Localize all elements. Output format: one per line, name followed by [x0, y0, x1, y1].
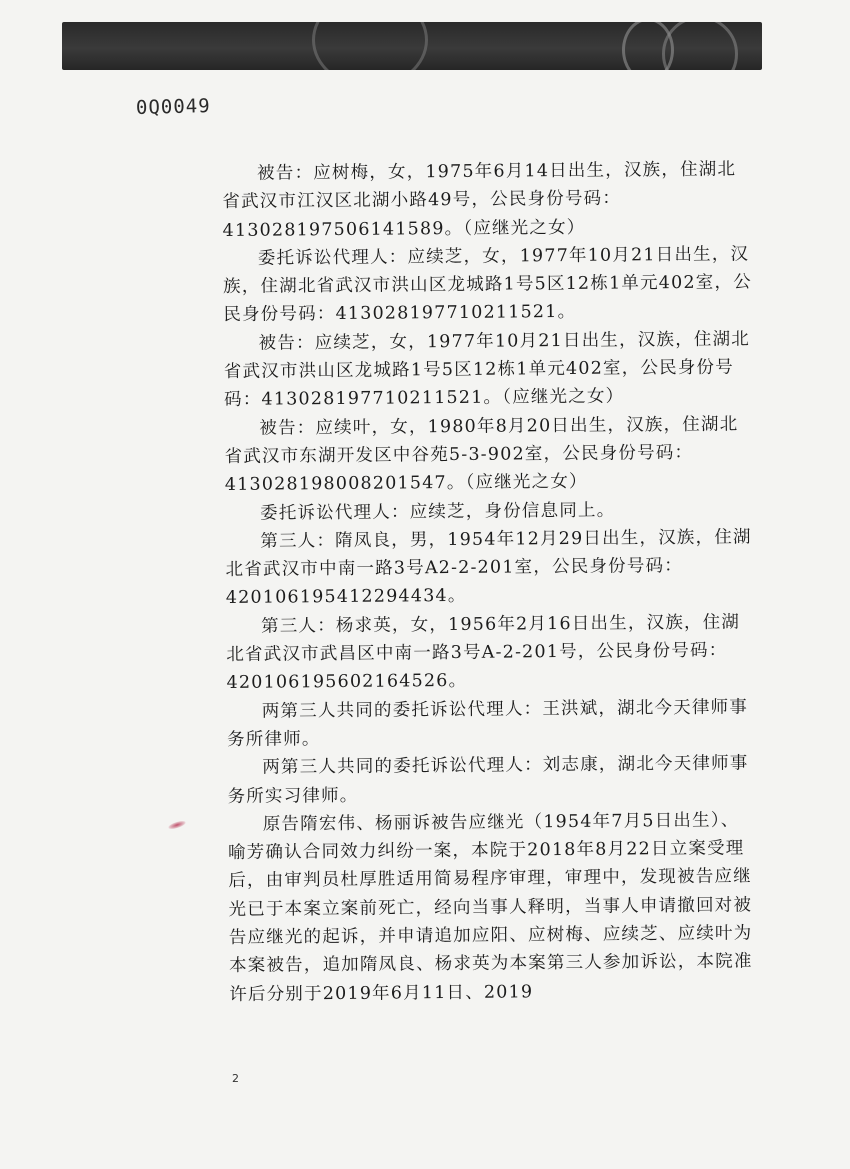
- watermark-arc: [312, 22, 428, 70]
- document-serial-number: 0Q0049: [135, 95, 211, 119]
- party-paragraph: 委托诉讼代理人：应续芝，身份信息同上。: [259, 500, 616, 524]
- party-paragraph: 两第三人共同的委托诉讼代理人：刘志康，湖北今天律师事务所实习律师。: [227, 753, 749, 807]
- page-number: 2: [232, 1072, 239, 1085]
- party-paragraph: 被告：应续叶，女，1980年8月20日出生，汉族，住湖北省武汉市东湖开发区中谷苑5-3-902室，公民身份号码：413028198008201547。（应继光之女）: [224, 414, 739, 496]
- case-summary-paragraph: 原告隋宏伟、杨丽诉被告应继光（1954年7月5日出生）、喻芳确认合同效力纠纷一案，本院于2018年8月22日立案受理后，由审判员杜厚胜适用简易程序审理，审理中，发现被告应继光已于本案立案前死亡，经向当事人释明，当事人申请撤回对被告应继光的起诉，并申请追加应阳、应树梅、应续芝、应续叶为本案被告，追加隋凤良、杨求英为本案第三人参加诉讼，本院准许后分别于2019年6月11日、2019: [227, 810, 753, 1005]
- party-paragraph: 被告：应树梅，女，1975年6月14日出生，汉族，住湖北省武汉市江汉区北湖小路49号，公民身份号码：413028197506141589。（应继光之女）: [222, 159, 737, 241]
- party-paragraph: 两第三人共同的委托诉讼代理人：王洪斌，湖北今天律师事务所律师。: [226, 697, 749, 750]
- party-paragraph: 第三人：杨求英，女，1956年2月16日出生，汉族，住湖北省武汉市武昌区中南一路3号A-2-201号，公民身份号码：420106195602164526。: [226, 612, 741, 694]
- watermark-arc: [662, 22, 738, 70]
- scan-header-band: [62, 22, 762, 70]
- party-paragraph: 被告：应续芝，女，1977年10月21日出生，汉族，住湖北省武汉市洪山区龙城路1号5区12栋1单元402室，公民身份号码：413028197710211521。（应继光之女）: [223, 329, 751, 411]
- party-paragraph: 第三人：隋凤良，男，1954年12月29日出生，汉族，住湖北省武汉市中南一路3号A2-2-201室，公民身份号码：420106195412294434。: [225, 527, 752, 609]
- party-paragraph: 委托诉讼代理人：应续芝，女，1977年10月21日出生，汉族，住湖北省武汉市洪山区龙城路1号5区12栋1单元402室，公民身份号码：413028197710211521。: [223, 244, 752, 326]
- document-body: [222, 155, 759, 1008]
- ink-speck: [168, 819, 187, 830]
